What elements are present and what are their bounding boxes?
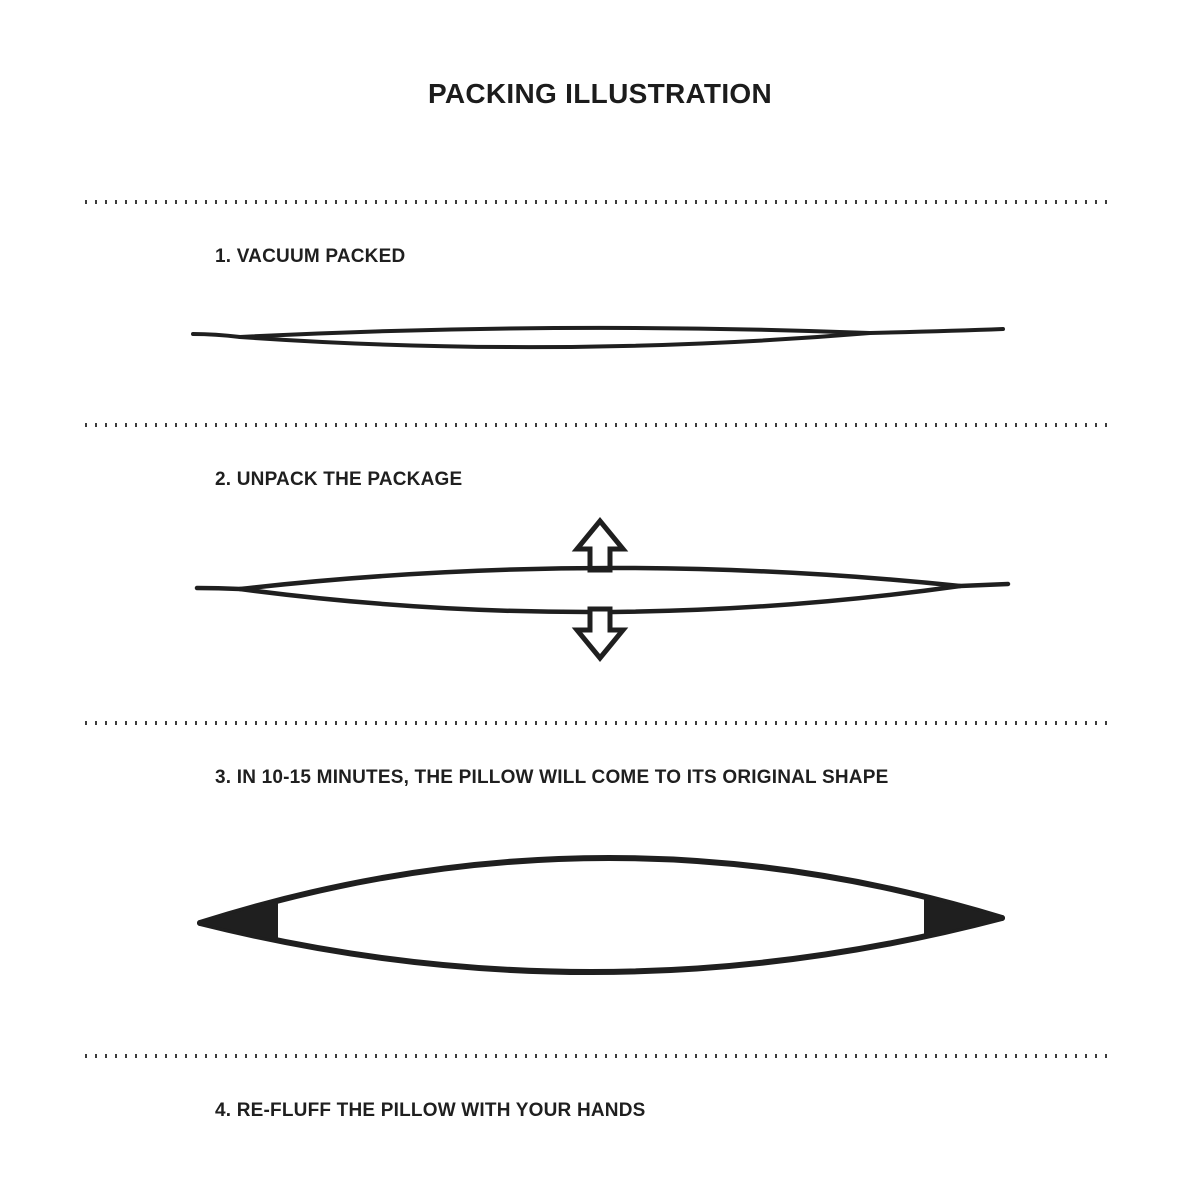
page-title: PACKING ILLUSTRATION [427, 78, 773, 109]
expand-down-arrow-icon [577, 609, 623, 658]
dotted-separator-line [85, 423, 1115, 427]
step-3-label: 3. IN 10-15 MINUTES, THE PILLOW WILL COME TO ITS ORIGINAL SHAPE [215, 767, 889, 788]
expand-up-arrow-icon [577, 521, 623, 570]
dotted-separator-line [85, 1054, 1115, 1058]
dotted-separator-line [85, 721, 1115, 725]
full-pillow-graphic [170, 840, 1030, 990]
step-1-label: 1. VACUUM PACKED [215, 246, 406, 267]
step-4-label: 4. RE-FLUFF THE PILLOW WITH YOUR HANDS [215, 1100, 646, 1121]
flat-pillow-graphic [170, 312, 1030, 362]
dotted-separator-line [85, 200, 1115, 204]
expanding-pillow-graphic [170, 510, 1030, 670]
expanded-pillow-illustration [170, 840, 1030, 990]
vacuum-packed-pillow-illustration [170, 312, 1030, 362]
step-2-label: 2. UNPACK THE PACKAGE [215, 469, 463, 490]
unpacking-pillow-illustration [170, 510, 1030, 670]
